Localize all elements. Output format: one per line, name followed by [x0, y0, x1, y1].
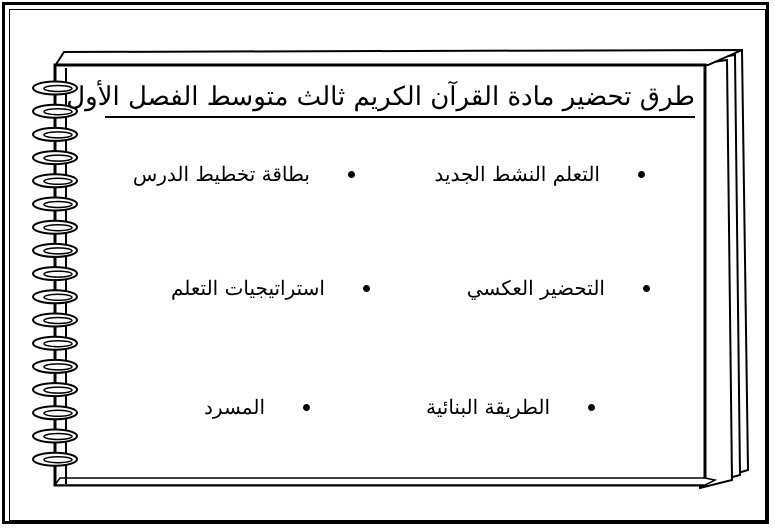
bottom-edge — [55, 478, 715, 485]
item-label: التعلم النشط الجديد — [434, 162, 600, 186]
item-label: المسرد — [204, 395, 265, 419]
list-item — [171, 274, 370, 302]
spiral-ring — [33, 360, 77, 373]
spiral-ring — [33, 406, 77, 419]
bullet-dot — [588, 404, 595, 411]
spiral-ring — [33, 174, 77, 187]
spiral-ring — [33, 290, 77, 303]
spiral-ring — [33, 314, 77, 327]
list-item — [133, 160, 355, 188]
spiral-binding — [33, 82, 77, 466]
spiral-ring — [33, 430, 77, 443]
list-item — [426, 393, 595, 421]
spiral-ring — [33, 198, 77, 211]
page-title: طرق تحضير مادة القرآن الكريم ثالث متوسط الفصل الأول — [105, 80, 695, 118]
list-item — [434, 160, 645, 188]
bullet-dot — [303, 404, 310, 411]
spiral-ring — [33, 244, 77, 257]
bullet-dot — [363, 285, 370, 292]
list-item — [467, 274, 650, 302]
bullet-dot — [638, 171, 645, 178]
spiral-ring — [33, 151, 77, 164]
spiral-ring — [33, 453, 77, 466]
list-item — [204, 393, 310, 421]
bullet-dot — [643, 285, 650, 292]
spiral-ring — [33, 267, 77, 280]
spiral-ring — [33, 128, 77, 141]
spiral-ring — [33, 383, 77, 396]
item-label: بطاقة تخطيط الدرس — [132, 162, 310, 186]
bullet-dot — [348, 171, 355, 178]
spiral-ring — [33, 221, 77, 234]
item-label: استراتيجيات التعلم — [170, 276, 325, 300]
item-label: الطريقة البنائية — [426, 395, 550, 419]
spiral-ring — [33, 337, 77, 350]
item-label: التحضير العكسي — [466, 276, 605, 300]
